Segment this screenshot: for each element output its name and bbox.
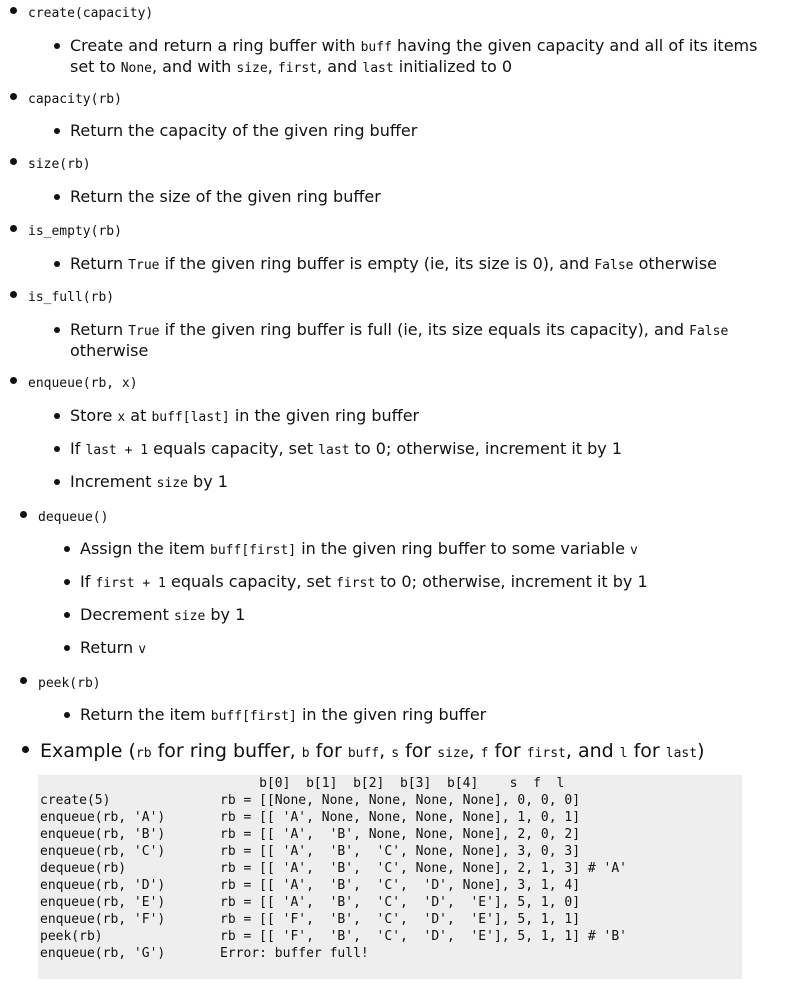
code-line: enqueue(rb, 'D') rb = [[ 'A', 'B', 'C', 'D', None], 3, 1, 4] (40, 878, 581, 893)
bullet-icon (54, 413, 60, 419)
text-run: Return the capacity of the given ring buffer (70, 121, 418, 140)
text-run: Return (70, 320, 129, 339)
code-token: last + 1 (85, 443, 149, 458)
description-text (70, 36, 757, 78)
bullet-icon (10, 377, 17, 384)
description (64, 539, 638, 560)
function-item (10, 219, 122, 241)
text-run: in the given ring buffer (296, 705, 487, 724)
code-token: rb (135, 746, 152, 761)
function-signature: create(capacity) (28, 6, 154, 21)
code-block (38, 775, 742, 979)
code-line: enqueue(rb, 'C') rb = [[ 'A', 'B', 'C', None, None], 3, 0, 3] (40, 844, 581, 859)
description-text (70, 320, 728, 360)
text-run: equals capacity, set (148, 439, 319, 458)
text-run: ) (697, 740, 705, 762)
function-signature: is_full(rb) (28, 290, 115, 305)
text-run: , and with (152, 57, 237, 76)
bullet-icon (10, 291, 17, 298)
code-token: size (437, 746, 469, 761)
code-line: enqueue(rb, 'A') rb = [[ 'A', None, None, None, None], 1, 0, 1] (40, 810, 581, 825)
code-line: create(5) rb = [[None, None, None, None, None], 0, 0, 0] (40, 793, 581, 808)
description (54, 36, 757, 78)
function-item (20, 505, 108, 527)
bullet-icon (64, 612, 70, 618)
text-run: , (468, 740, 481, 762)
text-run: Decrement (80, 605, 174, 624)
code-token: size (173, 609, 206, 624)
text-run: Increment (70, 472, 157, 491)
text-run: if the given ring buffer is empty (ie, its size is 0), and (159, 254, 595, 273)
text-run: to 0; otherwise, increment it by 1 (349, 439, 623, 458)
function-signature: peek(rb) (38, 676, 101, 691)
bullet-icon (54, 479, 60, 485)
code-token: last (318, 443, 350, 458)
text-run: Assign the item (80, 539, 211, 558)
function-item (10, 285, 114, 307)
description (64, 572, 648, 593)
function-signature: size(rb) (28, 157, 91, 172)
description-text (80, 638, 146, 659)
code-token: buff[first] (210, 543, 297, 558)
text-run: by 1 (205, 605, 246, 624)
code-token: v (630, 543, 638, 558)
code-token: x (117, 410, 126, 425)
code-line: enqueue(rb, 'G') Error: buffer full! (40, 946, 369, 961)
text-run: Example ( (40, 740, 136, 762)
bullet-icon (10, 158, 17, 165)
code-token: False (594, 258, 634, 273)
description (54, 254, 717, 275)
bullet-icon (54, 43, 60, 49)
text-run: in the given ring buffer (229, 406, 420, 425)
bullet-icon (20, 511, 27, 518)
text-run: for (488, 740, 527, 762)
bullet-icon (64, 645, 70, 651)
description-text (70, 439, 622, 460)
bullet-icon (64, 546, 70, 552)
function-item (10, 152, 91, 174)
code-line: enqueue(rb, 'E') rb = [[ 'A', 'B', 'C', 'D', 'E'], 5, 1, 0] (40, 895, 581, 910)
code-token: buff (360, 40, 392, 55)
description (64, 705, 486, 726)
bullet-icon (64, 579, 70, 585)
code-token: first (526, 746, 566, 761)
bullet-icon (10, 225, 17, 232)
text-run: at (125, 406, 152, 425)
bullet-icon (22, 746, 29, 753)
bullet-icon (10, 7, 17, 14)
code-token: f (480, 746, 489, 761)
code-line: peek(rb) rb = [[ 'F', 'B', 'C', 'D', 'E'], 5, 1, 1] # 'B' (40, 929, 627, 944)
text-run: , and (317, 57, 363, 76)
code-token: first + 1 (95, 576, 166, 591)
code-token: buff (347, 746, 380, 761)
text-run: Return (80, 638, 139, 657)
text-run: Create and return a ring buffer with (70, 36, 361, 55)
text-run: Return (70, 254, 129, 273)
bullet-icon (54, 261, 60, 267)
text-run: in the given ring buffer to some variable (296, 539, 631, 558)
description-text (80, 605, 245, 626)
code-token: False (689, 324, 729, 339)
text-run: , and (565, 740, 620, 762)
code-token: True (128, 258, 160, 273)
text-run: Return the size of the given ring buffer (70, 187, 381, 206)
code-token: b (301, 746, 310, 761)
code-token: True (128, 324, 160, 339)
bullet-icon (54, 327, 60, 333)
code-token: first (277, 61, 318, 76)
description-text (70, 406, 419, 427)
text-run: otherwise (70, 341, 149, 360)
function-item (10, 87, 122, 109)
description (64, 605, 245, 626)
text-run: if the given ring buffer is full (ie, its size equals its capacity), and (159, 320, 690, 339)
description (54, 472, 228, 493)
description (64, 638, 146, 659)
function-item (20, 671, 101, 693)
text-run: set to (70, 57, 121, 76)
bullet-icon (54, 194, 60, 200)
text-run: If (80, 572, 96, 591)
text-run: initialized to 0 (393, 57, 513, 76)
text-run: , (267, 57, 278, 76)
bullet-icon (64, 712, 70, 718)
text-run: for (627, 740, 666, 762)
code-line: b[0] b[1] b[2] b[3] b[4] s f l (40, 776, 565, 791)
function-signature: enqueue(rb, x) (28, 376, 138, 391)
example-heading (22, 739, 705, 766)
code-token: last (665, 746, 698, 761)
function-signature: dequeue() (38, 510, 109, 525)
bullet-icon (54, 446, 60, 452)
function-item (10, 371, 138, 393)
text-run: having the given capacity and all of its items (391, 36, 758, 55)
description (54, 320, 728, 360)
description (54, 439, 622, 460)
code-line: enqueue(rb, 'F') rb = [[ 'F', 'B', 'C', 'D', 'E'], 5, 1, 1] (40, 912, 581, 927)
code-token: size (156, 476, 188, 491)
code-line: enqueue(rb, 'B') rb = [[ 'A', 'B', None, None, None], 2, 0, 2] (40, 827, 581, 842)
text-run: to 0; otherwise, increment it by 1 (375, 572, 648, 591)
code-token: buff[last] (151, 410, 230, 425)
function-signature: capacity(rb) (28, 92, 122, 107)
description-text (70, 472, 228, 493)
description-text (80, 539, 638, 560)
code-token: v (138, 642, 147, 657)
description (54, 406, 419, 427)
description-text (70, 254, 717, 275)
text-run: for (309, 740, 348, 762)
text-run: otherwise (633, 254, 717, 273)
description (54, 121, 417, 140)
text-run: If (70, 439, 86, 458)
text-run: , (379, 740, 392, 762)
bullet-icon (20, 677, 27, 684)
text-run: for (399, 740, 438, 762)
code-token: s (391, 746, 400, 761)
function-signature: is_empty(rb) (28, 224, 122, 239)
description-text (80, 572, 648, 593)
text-run: by 1 (187, 472, 228, 491)
example-heading-text (40, 740, 705, 762)
text-run: equals capacity, set (165, 572, 337, 591)
text-run: for ring buffer, (151, 740, 302, 762)
description-text (70, 187, 381, 206)
description (54, 187, 381, 206)
code-token: None (120, 61, 152, 76)
code-token: l (619, 746, 628, 761)
code-token: buff[first] (210, 709, 297, 724)
bullet-icon (10, 93, 17, 100)
description-text (80, 705, 486, 726)
code-token: first (336, 576, 376, 591)
bullet-icon (54, 128, 60, 134)
text-run: Return the item (80, 705, 211, 724)
code-line: dequeue(rb) rb = [[ 'A', 'B', 'C', None, None], 2, 1, 3] # 'A' (40, 861, 627, 876)
function-item (10, 1, 153, 23)
code-token: size (236, 61, 268, 76)
code-token: last (362, 61, 394, 76)
description-text (70, 121, 417, 140)
text-run: Store (70, 406, 118, 425)
